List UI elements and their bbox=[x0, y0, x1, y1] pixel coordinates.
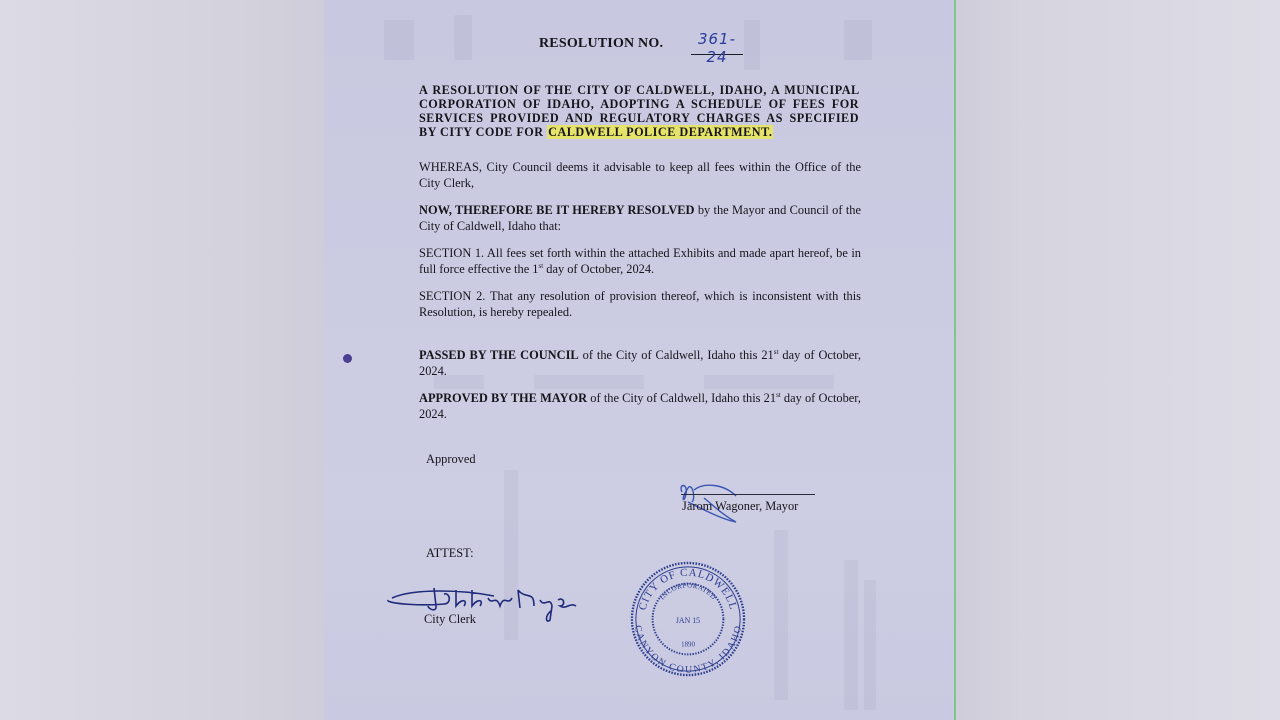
approved-text: of the City of Caldwell, Idaho this 21 bbox=[587, 391, 777, 405]
approved-label: Approved bbox=[426, 452, 476, 466]
bleed-through-mark bbox=[384, 20, 414, 60]
passed-bold: PASSED BY THE COUNCIL bbox=[419, 348, 579, 362]
approved-bold: APPROVED BY THE MAYOR bbox=[419, 391, 588, 405]
passed-paragraph bbox=[419, 348, 861, 379]
bleed-through-mark bbox=[864, 580, 876, 710]
caption-line: CITY CODE FOR bbox=[440, 125, 548, 139]
seal-outer-text: CITY OF CALDWELL bbox=[636, 566, 740, 612]
city-seal bbox=[629, 560, 747, 678]
bleed-through-mark bbox=[774, 530, 788, 700]
superscript: st bbox=[776, 391, 781, 399]
document-page bbox=[324, 0, 956, 720]
bleed-through-mark bbox=[844, 20, 872, 60]
resolution-number: 361-24 bbox=[691, 30, 743, 55]
seal-bottom-text: CANYON COUNTY, IDAHO bbox=[631, 624, 745, 676]
resolution-caption bbox=[419, 83, 859, 139]
mayor-signature-line bbox=[681, 494, 815, 495]
caption-line: SERVICES PROVIDED AND REGULATORY CHARGES AS SPECIFIED BY bbox=[419, 111, 859, 139]
section-1-text-end: day of October, 2024. bbox=[543, 261, 655, 276]
resolved-paragraph bbox=[419, 203, 861, 234]
whereas-paragraph: WHEREAS, City Council deems it advisable to keep all fees within the Office of the City Clerk, bbox=[419, 160, 861, 190]
section-1-paragraph bbox=[419, 246, 861, 277]
passed-text: of the City of Caldwell, Idaho this 21 bbox=[578, 348, 774, 362]
bleed-through-mark bbox=[744, 20, 760, 70]
approved-paragraph bbox=[419, 391, 861, 422]
city-clerk-label: City Clerk bbox=[424, 612, 476, 626]
resolved-text: by the Mayor and Council of the City of Caldwell, Idaho that: bbox=[419, 203, 861, 233]
mayor-name-label: Jarom Wagoner, Mayor bbox=[682, 499, 799, 513]
hole-punch-dot bbox=[343, 354, 352, 363]
superscript: st bbox=[773, 348, 779, 356]
clerk-signature bbox=[384, 580, 584, 630]
seal-center-text: JAN 15 bbox=[675, 615, 701, 625]
caption-line: CORPORATION OF IDAHO, ADOPTING A SCHEDULE OF FEES FOR bbox=[419, 97, 859, 111]
resolution-title: RESOLUTION NO. bbox=[539, 36, 664, 51]
seal-year: 1890 bbox=[681, 641, 695, 649]
seal-inner-text: INCORPORATED bbox=[658, 582, 718, 602]
passed-text-end: day of October, 2024. bbox=[419, 348, 861, 378]
superscript: st bbox=[538, 261, 544, 270]
caption-line: A RESOLUTION OF THE CITY OF CALDWELL, IDAHO, A MUNICIPAL bbox=[419, 83, 859, 97]
attest-label: ATTEST: bbox=[426, 546, 474, 560]
bleed-through-mark bbox=[454, 15, 472, 60]
svg-text:INCORPORATED bbox=[659, 582, 717, 601]
section-2-paragraph: SECTION 2. That any resolution of provision thereof, which is inconsistent with this Resolution, is hereby repealed. bbox=[419, 289, 861, 319]
caption-highlight: CALDWELL POLICE DEPARTMENT. bbox=[548, 125, 773, 139]
section-1-text: SECTION 1. All fees set forth within the attached Exhibits and made apart hereof, be in full force effective the 1 bbox=[419, 246, 861, 276]
svg-text:CANYON COUNTY, IDAHO bbox=[632, 624, 744, 675]
approved-text-end: day of October, 2024. bbox=[419, 391, 862, 421]
resolved-bold: NOW, THEREFORE BE IT HEREBY RESOLVED bbox=[419, 203, 695, 217]
bleed-through-mark bbox=[844, 560, 858, 710]
